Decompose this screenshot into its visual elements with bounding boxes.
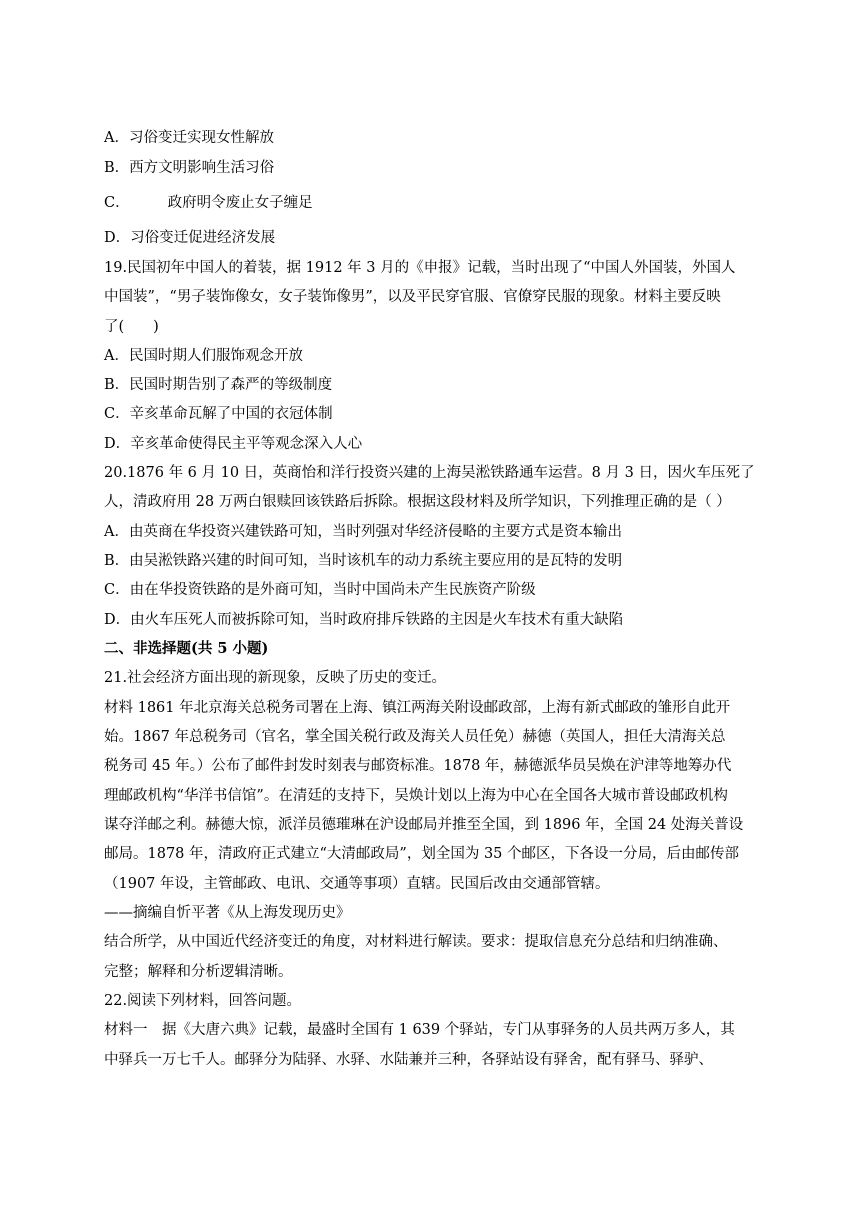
q20-stem-line-1: 20.1876 年 6 月 10 日，英商怡和洋行投资兴建的上海吴淞铁路通车运营。8 月 3 日，因火车压死了 (104, 465, 755, 481)
q21-source: ——摘编自忻平著《从上海发现历史》 (104, 905, 351, 921)
q20-option-d: D．由火车压死人而被拆除可知，当时政府排斥铁路的主因是火车技术有重大缺陷 (104, 612, 624, 628)
q21-question-line-1: 结合所学，从中国近代经济变迁的角度，对材料进行解读。要求：提取信息充分总结和归纳准确、 (104, 934, 728, 950)
q22-line-1: 22.阅读下列材料，回答问题。 (104, 993, 302, 1009)
q21-line-5: 理邮政机构“华洋书信馆”。在清廷的支持下，吴焕计划以上海为中心在全国各大城市普设邮政机构 (104, 788, 728, 804)
q19-stem-line-2: 中国装”，“男子装饰像女，女子装饰像男”，以及平民穿官服、官僚穿民服的现象。材料主要反映 (104, 289, 721, 305)
q18-option-a: A．习俗变迁实现女性解放 (104, 130, 274, 146)
q21-line-1: 21.社会经济方面出现的新现象，反映了历史的变迁。 (104, 670, 447, 686)
q18-option-c-text: 政府明令废止女子缠足 (167, 195, 313, 211)
q18-option-d: D．习俗变迁促进经济发展 (104, 230, 276, 246)
section-heading: 二、非选择题(共 5 小题) (104, 640, 269, 657)
q19-option-d: D．辛亥革命使得民主平等观念深入人心 (104, 436, 363, 452)
q20-stem-line-2: 人，清政府用 28 万两白银赎回该铁路后拆除。根据这段材料及所学知识，下列推理正确的是（ ） (104, 494, 731, 510)
q21-line-7: 邮局。1878 年，清政府正式建立“大清邮政局”，划全国为 35 个邮区，下各设一分局，后由邮传部 (104, 846, 740, 862)
q22-line-2: 材料一 据《大唐六典》记载，最盛时全国有 1 639 个驿站，专门从事驿务的人员共两万多人，其 (104, 1022, 735, 1038)
q22-line-3: 中驿兵一万七千人。邮驿分为陆驿、水驿、水陆兼并三种，各驿站设有驿舍，配有驿马、驿驴、 (104, 1052, 713, 1068)
q19-stem-line-1: 19.民国初年中国人的着装，据 1912 年 3 月的《申报》记载，当时出现了“中国人外国装，外国人 (104, 260, 736, 276)
q18-option-c-letter: C． (104, 195, 130, 211)
q19-option-a: A．民国时期人们服饰观念开放 (104, 348, 303, 364)
q20-option-c: C．由在华投资铁路的是外商可知，当时中国尚未产生民族资产阶级 (104, 582, 536, 598)
q18-option-b: B．西方文明影响生活习俗 (104, 160, 275, 176)
q21-question-line-2: 完整；解释和分析逻辑清晰。 (104, 964, 293, 980)
q19-option-c: C．辛亥革命瓦解了中国的衣冠体制 (104, 406, 333, 422)
q19-stem-line-3: 了( ) (104, 319, 159, 335)
q21-line-2: 材料 1861 年北京海关总税务司署在上海、镇江两海关附设邮政部，上海有新式邮政的雏形自此开 (104, 700, 731, 716)
q20-option-a: A．由英商在华投资兴建铁路可知，当时列强对华经济侵略的主要方式是资本输出 (104, 524, 622, 540)
q21-line-3: 始。1867 年总税务司（官名，掌全国关税行政及海关人员任免）赫德（英国人，担任大清海关总 (104, 729, 726, 745)
q18-option-c (104, 193, 313, 213)
q21-line-4: 税务司 45 年。）公布了邮件封发时刻表与邮资标准。1878 年，赫德派华员吴焕在沪津等地筹办代 (104, 758, 732, 774)
q20-option-b: B．由吴淞铁路兴建的时间可知，当时该机车的动力系统主要应用的是瓦特的发明 (104, 553, 623, 569)
q21-line-6: 谋夺洋邮之利。赫德大惊，派洋员德璀琳在沪设邮局并推至全国，到 1896 年，全国 24 处海关普设 (104, 817, 744, 833)
q19-option-b: B．民国时期告别了森严的等级制度 (104, 377, 333, 393)
q21-line-8: （1907 年设，主管邮政、电讯、交通等事项）直辖。民国后改由交通部管辖。 (104, 876, 610, 892)
